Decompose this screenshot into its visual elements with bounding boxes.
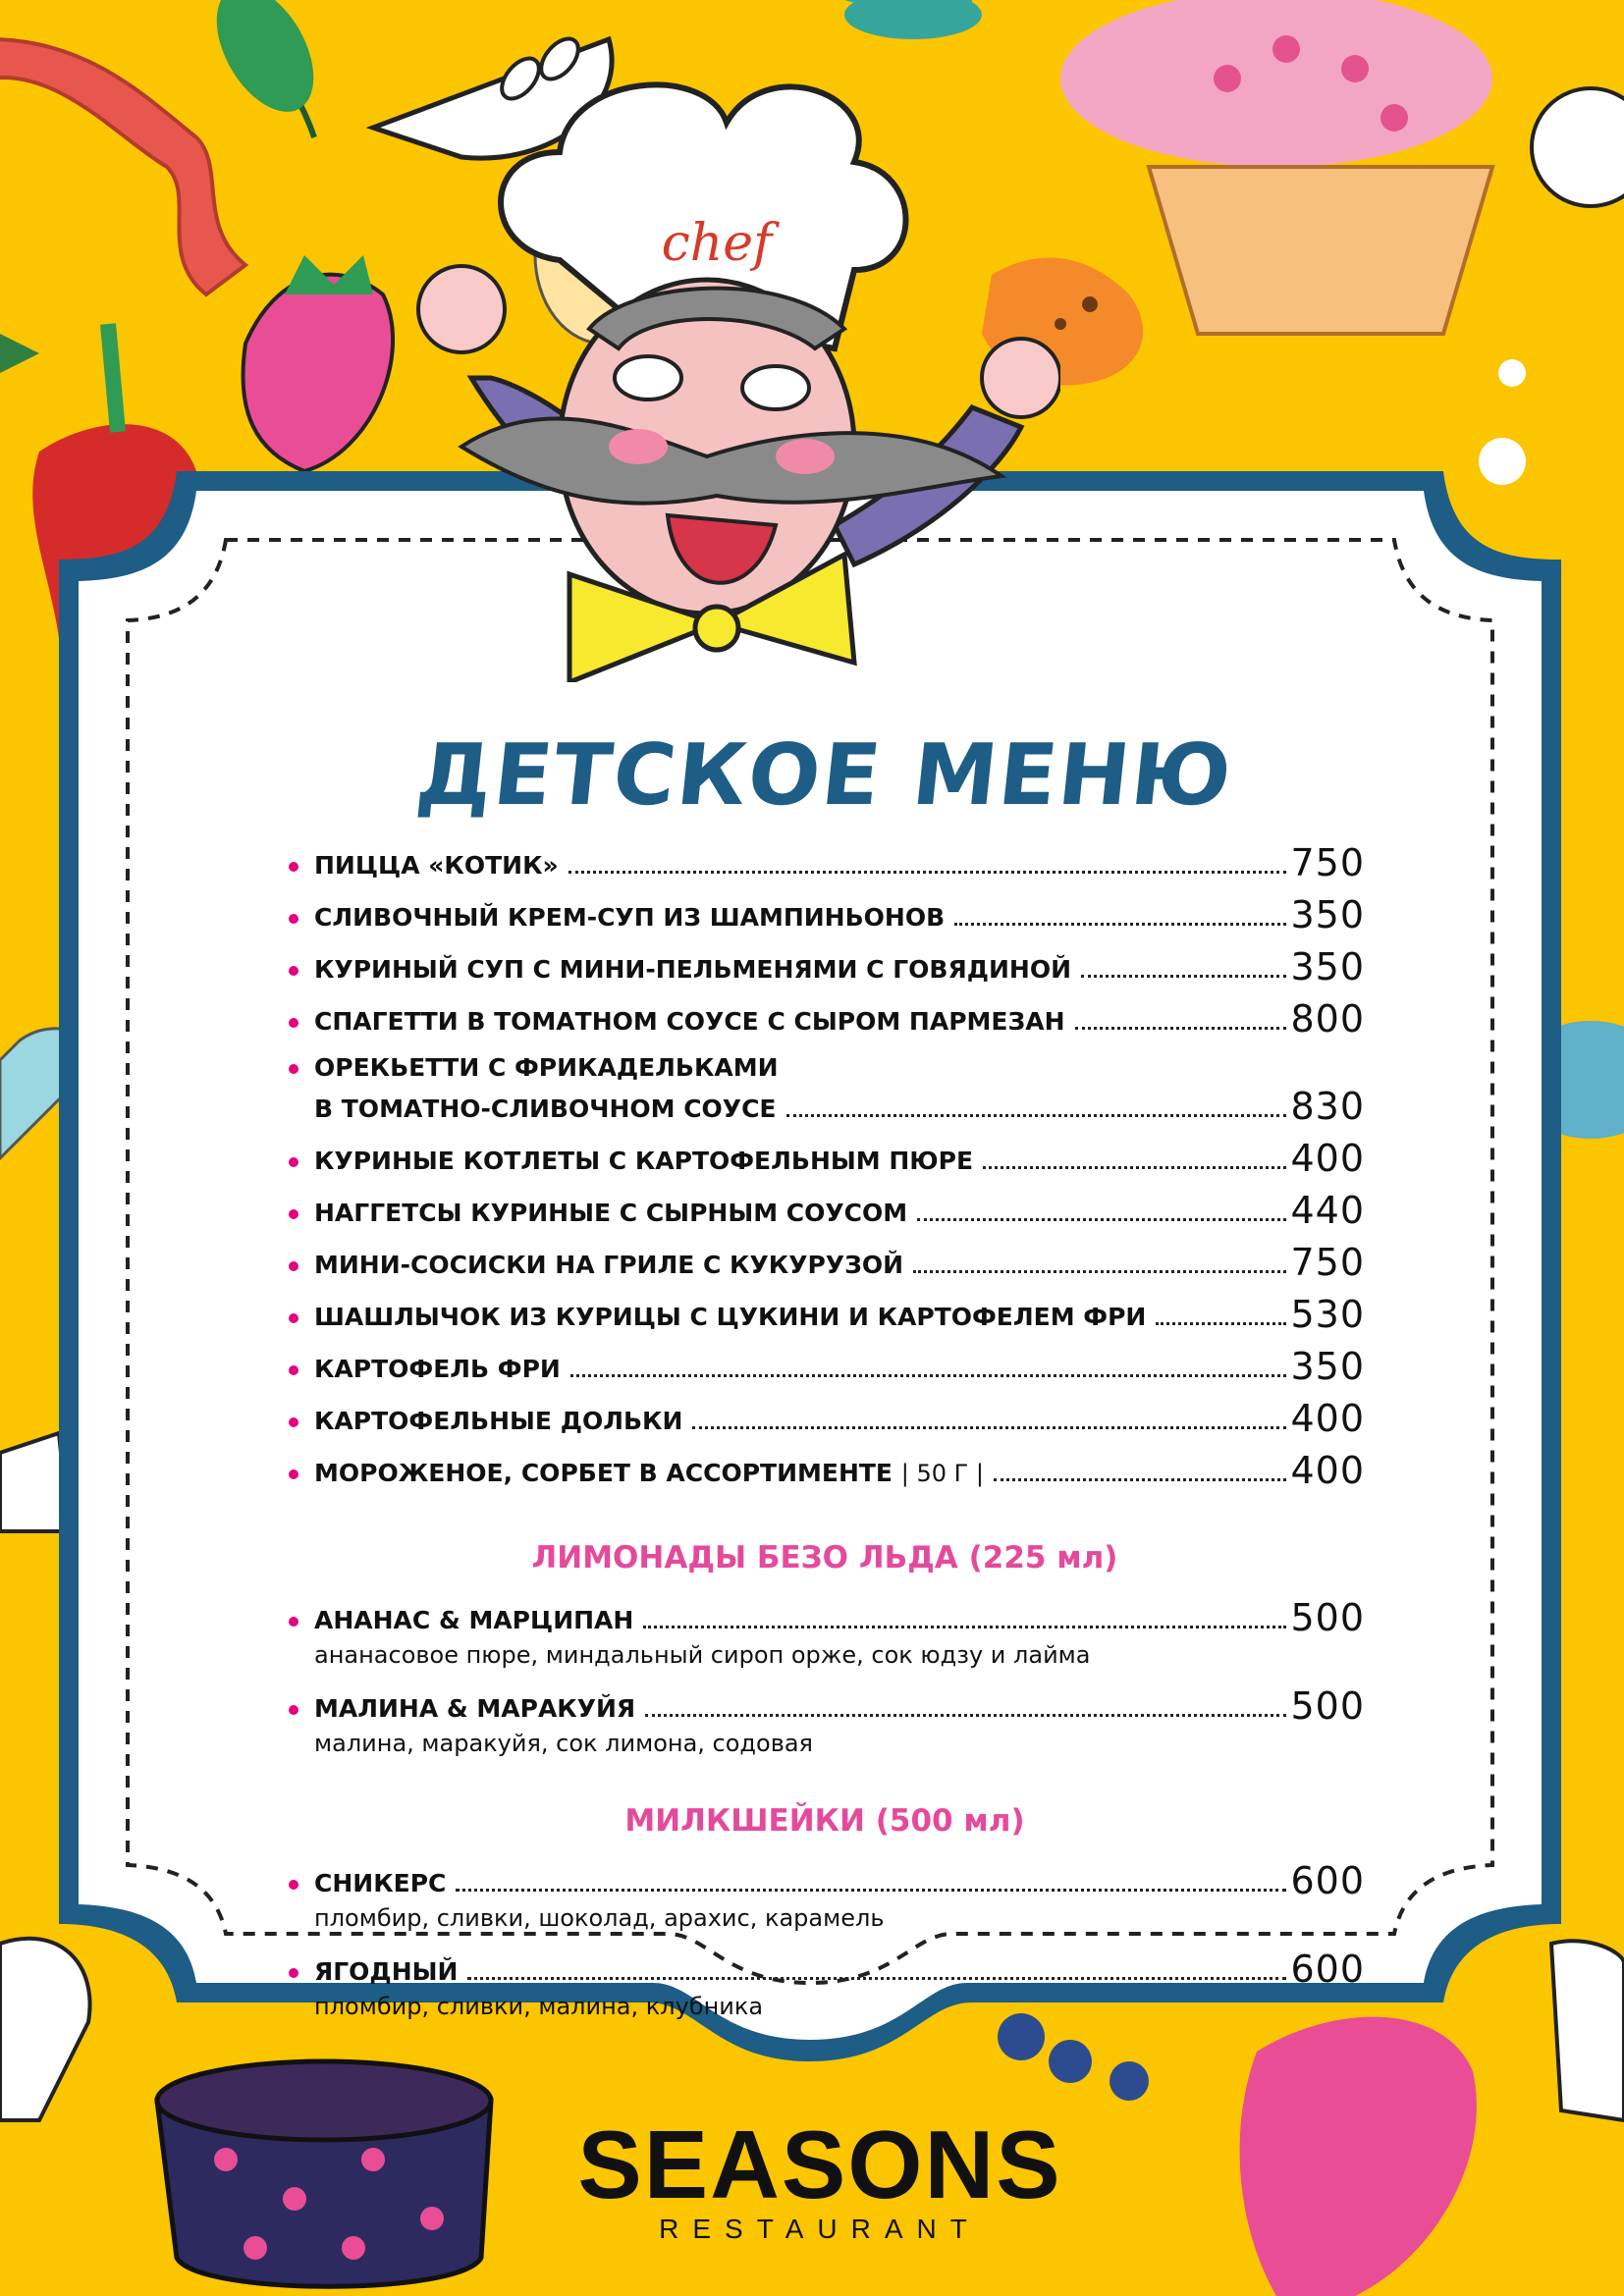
item-name: ШАШЛЫЧОК ИЗ КУРИЦЫ С ЦУКИНИ И КАРТОФЕЛЕМ ФРИ xyxy=(314,1303,1147,1331)
item-description: пломбир, сливки, малина, клубника xyxy=(314,1993,764,2020)
list-item xyxy=(285,894,1365,935)
bullet-dot xyxy=(289,1880,298,1890)
item-name: КАРТОФЕЛЬ ФРИ xyxy=(314,1355,561,1383)
list-item xyxy=(285,1398,1365,1439)
item-name: МИНИ-СОСИСКИ НА ГРИЛЕ С КУКУРУЗОЙ xyxy=(314,1251,903,1279)
item-name: СЛИВОЧНЫЙ КРЕМ-СУП ИЗ ШАМПИНЬОНОВ xyxy=(314,903,946,932)
restaurant-logo xyxy=(574,2110,1065,2245)
bullet-dot xyxy=(289,862,298,872)
dot-leader xyxy=(456,1889,1286,1892)
item-name-line2: В ТОМАТНО-СЛИВОЧНОМ СОУСЕ xyxy=(314,1095,777,1123)
logo-main-text: SEASONS xyxy=(577,2110,1062,2218)
bullet-dot xyxy=(289,914,298,924)
bullet-dot xyxy=(289,1018,298,1028)
dot-leader xyxy=(983,1166,1286,1169)
dot-leader xyxy=(994,1478,1287,1481)
dot-leader xyxy=(568,871,1287,874)
dot-leader xyxy=(954,923,1286,926)
item-name: КАРТОФЕЛЬНЫЕ ДОЛЬКИ xyxy=(314,1407,683,1435)
item-name: СПАГЕТТИ В ТОМАТНОМ СОУСЕ С СЫРОМ ПАРМЕЗАН xyxy=(314,1007,1065,1036)
dot-leader xyxy=(467,1977,1286,1980)
dot-leader xyxy=(643,1626,1286,1629)
item-price: 350 xyxy=(1290,1345,1365,1388)
item-price: 500 xyxy=(1290,1596,1365,1639)
dot-leader xyxy=(1075,1027,1287,1030)
list-item xyxy=(285,946,1365,988)
bullet-dot xyxy=(289,1261,298,1271)
dot-leader xyxy=(645,1714,1286,1717)
list-item xyxy=(285,1050,1365,1127)
item-price: 750 xyxy=(1290,1241,1365,1284)
bullet-dot xyxy=(289,1209,298,1219)
bullet-dot xyxy=(289,1617,298,1627)
item-price: 750 xyxy=(1290,841,1365,884)
bullet-dot xyxy=(289,1469,298,1479)
dot-leader xyxy=(1081,975,1286,978)
item-portion: | 50 Г | xyxy=(900,1460,984,1487)
bullet-dot xyxy=(289,1157,298,1167)
list-item xyxy=(285,1450,1365,1491)
item-description: ананасовое пюре, миндальный сироп орже, сок юдзу и лайма xyxy=(314,1641,1091,1669)
lemonades-heading: ЛИМОНАДЫ БЕЗО ЛЬДА (225 мл) xyxy=(531,1540,1118,1575)
list-item xyxy=(285,1346,1365,1387)
list-item xyxy=(285,1190,1365,1231)
dot-leader xyxy=(786,1114,1287,1117)
item-price: 400 xyxy=(1290,1137,1365,1180)
dot-leader xyxy=(570,1374,1287,1377)
item-price: 500 xyxy=(1290,1684,1365,1728)
bullet-dot xyxy=(289,1417,298,1427)
item-name: ПИЦЦА «КОТИК» xyxy=(314,851,559,880)
logo-sub-text: RESTAURANT xyxy=(659,2214,981,2244)
bullet-dot xyxy=(289,1064,298,1074)
item-name: НАГГЕТСЫ КУРИНЫЕ С СЫРНЫМ СОУСОМ xyxy=(314,1199,908,1227)
item-name: ЯГОДНЫЙ xyxy=(314,1957,459,1986)
milkshakes-heading: МИЛКШЕЙКИ (500 мл) xyxy=(624,1803,1025,1839)
list-item xyxy=(285,1949,1365,2023)
item-price: 600 xyxy=(1290,1859,1365,1902)
item-name-line1: ОРЕКЬЕТТИ С ФРИКАДЕЛЬКАМИ xyxy=(314,1053,779,1082)
dot-leader xyxy=(692,1426,1286,1429)
list-item xyxy=(285,1294,1365,1335)
item-price: 400 xyxy=(1290,1449,1365,1492)
item-price: 440 xyxy=(1290,1189,1365,1232)
item-description: пломбир, сливки, шоколад, арахис, карамель xyxy=(314,1904,885,1932)
item-name: КУРИНЫЕ КОТЛЕТЫ С КАРТОФЕЛЬНЫМ ПЮРЕ xyxy=(314,1147,974,1175)
item-name: МОРОЖЕНОЕ, СОРБЕТ В АССОРТИМЕНТЕ | 50 Г | xyxy=(314,1459,984,1487)
item-price: 400 xyxy=(1290,1397,1365,1440)
list-item xyxy=(285,842,1365,883)
item-name: СНИКЕРС xyxy=(314,1869,447,1897)
kids-menu-list xyxy=(285,842,1365,2023)
item-price: 800 xyxy=(1290,997,1365,1041)
list-item xyxy=(285,1685,1365,1760)
item-name: АНАНАС & МАРЦИПАН xyxy=(314,1606,634,1634)
bullet-dot xyxy=(289,1968,298,1978)
chef-illustration xyxy=(393,54,1060,682)
item-price: 830 xyxy=(1290,1085,1365,1128)
chef-hat-text: chef xyxy=(661,214,773,273)
item-price: 350 xyxy=(1290,945,1365,988)
list-item xyxy=(285,998,1365,1040)
dot-leader xyxy=(917,1218,1286,1221)
menu-title: ДЕТСКОЕ МЕНЮ xyxy=(411,726,1238,825)
list-item xyxy=(285,1860,1365,1935)
item-description: малина, маракуйя, сок лимона, содовая xyxy=(314,1730,813,1757)
item-name: КУРИНЫЙ СУП С МИНИ-ПЕЛЬМЕНЯМИ С ГОВЯДИНОЙ xyxy=(314,955,1072,984)
bullet-dot xyxy=(289,966,298,976)
bullet-dot xyxy=(289,1365,298,1375)
bullet-dot xyxy=(289,1313,298,1323)
item-price: 600 xyxy=(1290,1948,1365,1991)
list-item xyxy=(285,1242,1365,1283)
item-price: 350 xyxy=(1290,893,1365,936)
dot-leader xyxy=(913,1270,1286,1273)
list-item xyxy=(285,1138,1365,1179)
item-price: 530 xyxy=(1290,1293,1365,1336)
item-name: МАЛИНА & МАРАКУЙЯ xyxy=(314,1694,636,1723)
bullet-dot xyxy=(289,1705,298,1715)
dot-leader xyxy=(1156,1322,1286,1325)
list-item xyxy=(285,1597,1365,1672)
